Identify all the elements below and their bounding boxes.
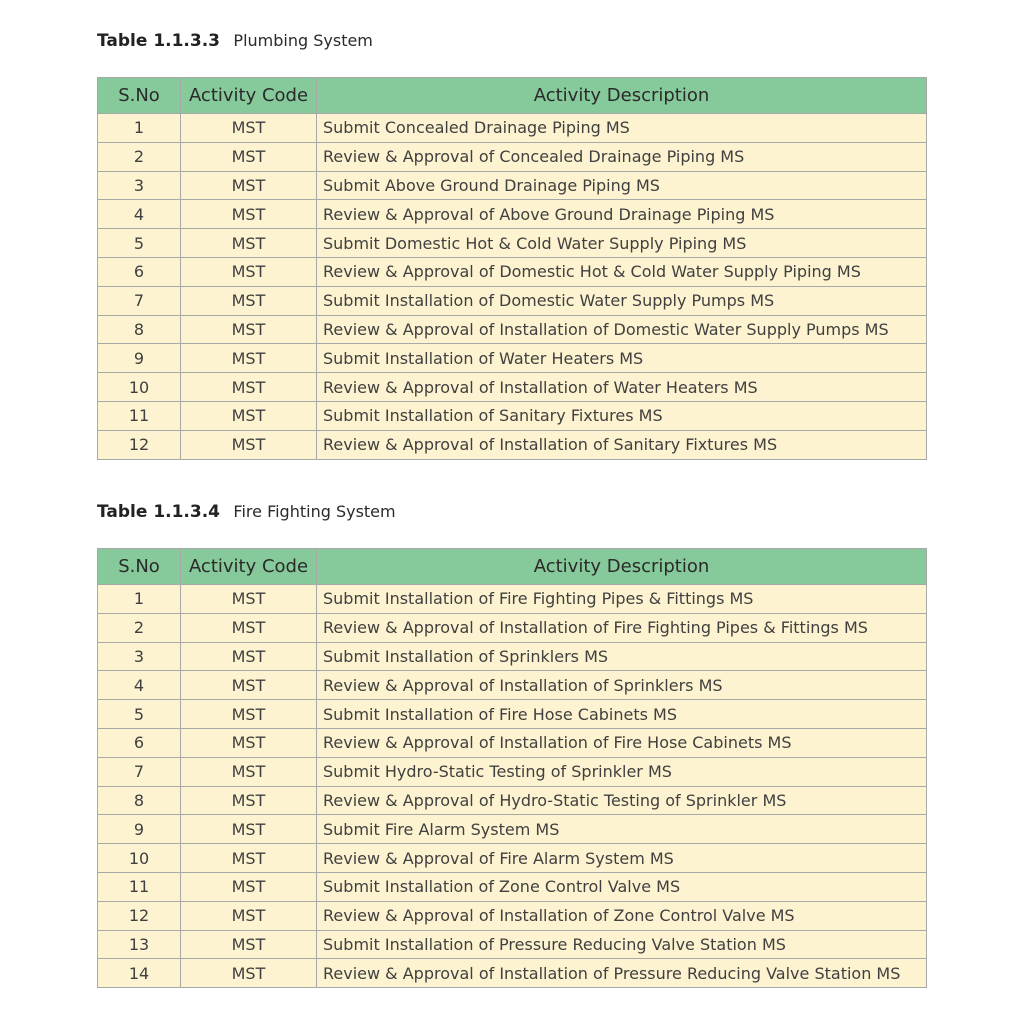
cell-activity-code: MST (181, 114, 317, 143)
cell-activity-code: MST (181, 757, 317, 786)
cell-sno: 14 (98, 959, 181, 988)
cell-sno: 2 (98, 142, 181, 171)
table-row (98, 171, 927, 200)
table-row (98, 401, 927, 430)
cell-activity-description: Submit Installation of Sprinklers MS (317, 642, 927, 671)
cell-activity-code: MST (181, 286, 317, 315)
cell-activity-code: MST (181, 401, 317, 430)
cell-activity-code: MST (181, 959, 317, 988)
table-row (98, 872, 927, 901)
header-activity-code: Activity Code (181, 78, 317, 114)
table-row (98, 373, 927, 402)
cell-activity-code: MST (181, 142, 317, 171)
header-activity-code: Activity Code (181, 549, 317, 585)
table-row (98, 315, 927, 344)
cell-activity-description: Review & Approval of Domestic Hot & Cold Water Supply Piping MS (317, 257, 927, 286)
cell-activity-description: Review & Approval of Fire Alarm System MS (317, 844, 927, 873)
cell-activity-code: MST (181, 901, 317, 930)
table-number: Table 1.1.3.3 (97, 31, 221, 51)
cell-activity-code: MST (181, 642, 317, 671)
cell-activity-description: Review & Approval of Installation of Zone Control Valve MS (317, 901, 927, 930)
cell-activity-description: Submit Domestic Hot & Cold Water Supply Piping MS (317, 229, 927, 258)
cell-activity-code: MST (181, 373, 317, 402)
cell-sno: 10 (98, 844, 181, 873)
table-row (98, 757, 927, 786)
cell-activity-code: MST (181, 200, 317, 229)
cell-activity-code: MST (181, 171, 317, 200)
cell-activity-code: MST (181, 585, 317, 614)
table-number: Table 1.1.3.4 (97, 502, 221, 522)
cell-sno: 11 (98, 401, 181, 430)
cell-activity-description: Review & Approval of Installation of Domestic Water Supply Pumps MS (317, 315, 927, 344)
table-row (98, 585, 927, 614)
cell-activity-code: MST (181, 786, 317, 815)
cell-sno: 8 (98, 315, 181, 344)
cell-sno: 8 (98, 786, 181, 815)
plumbing-system-table (97, 77, 927, 460)
cell-sno: 3 (98, 171, 181, 200)
table-row (98, 229, 927, 258)
cell-activity-description: Submit Installation of Fire Hose Cabinets MS (317, 700, 927, 729)
cell-activity-description: Review & Approval of Hydro-Static Testing of Sprinkler MS (317, 786, 927, 815)
table-caption-plumbing (97, 31, 373, 51)
cell-activity-description: Submit Fire Alarm System MS (317, 815, 927, 844)
cell-sno: 3 (98, 642, 181, 671)
table-row (98, 613, 927, 642)
cell-activity-description: Review & Approval of Installation of Sprinklers MS (317, 671, 927, 700)
cell-sno: 7 (98, 286, 181, 315)
table-row (98, 844, 927, 873)
table-row (98, 786, 927, 815)
table-header-row (98, 78, 927, 114)
cell-sno: 7 (98, 757, 181, 786)
header-sno: S.No (98, 549, 181, 585)
table-row (98, 344, 927, 373)
cell-sno: 9 (98, 344, 181, 373)
cell-sno: 5 (98, 700, 181, 729)
cell-activity-description: Review & Approval of Installation of Fire Fighting Pipes & Fittings MS (317, 613, 927, 642)
table-row (98, 642, 927, 671)
table-row (98, 700, 927, 729)
cell-activity-description: Submit Installation of Water Heaters MS (317, 344, 927, 373)
cell-sno: 4 (98, 671, 181, 700)
table-caption-fire-fighting (97, 502, 396, 522)
table-header-row (98, 549, 927, 585)
cell-activity-description: Submit Installation of Zone Control Valve MS (317, 872, 927, 901)
table-row (98, 257, 927, 286)
table-row (98, 901, 927, 930)
cell-sno: 6 (98, 728, 181, 757)
table-row (98, 200, 927, 229)
cell-sno: 10 (98, 373, 181, 402)
table-row (98, 430, 927, 459)
cell-activity-description: Review & Approval of Installation of Water Heaters MS (317, 373, 927, 402)
cell-activity-code: MST (181, 229, 317, 258)
cell-sno: 9 (98, 815, 181, 844)
table-row (98, 114, 927, 143)
cell-sno: 13 (98, 930, 181, 959)
header-sno: S.No (98, 78, 181, 114)
cell-activity-description: Review & Approval of Concealed Drainage Piping MS (317, 142, 927, 171)
cell-sno: 5 (98, 229, 181, 258)
table-row (98, 815, 927, 844)
table-row (98, 671, 927, 700)
cell-activity-code: MST (181, 430, 317, 459)
cell-activity-description: Submit Installation of Pressure Reducing Valve Station MS (317, 930, 927, 959)
cell-activity-description: Submit Concealed Drainage Piping MS (317, 114, 927, 143)
table-row (98, 930, 927, 959)
table-title: Plumbing System (233, 31, 373, 50)
cell-activity-code: MST (181, 728, 317, 757)
cell-activity-description: Review & Approval of Installation of Pressure Reducing Valve Station MS (317, 959, 927, 988)
cell-activity-code: MST (181, 815, 317, 844)
cell-activity-description: Review & Approval of Installation of Fire Hose Cabinets MS (317, 728, 927, 757)
header-activity-description: Activity Description (317, 549, 927, 585)
cell-activity-code: MST (181, 930, 317, 959)
cell-activity-code: MST (181, 257, 317, 286)
header-activity-description: Activity Description (317, 78, 927, 114)
cell-activity-code: MST (181, 613, 317, 642)
table-row (98, 286, 927, 315)
cell-sno: 4 (98, 200, 181, 229)
cell-activity-code: MST (181, 344, 317, 373)
cell-activity-description: Review & Approval of Above Ground Drainage Piping MS (317, 200, 927, 229)
cell-activity-code: MST (181, 671, 317, 700)
cell-activity-description: Submit Installation of Domestic Water Supply Pumps MS (317, 286, 927, 315)
cell-activity-code: MST (181, 872, 317, 901)
table-row (98, 728, 927, 757)
fire-fighting-system-table (97, 548, 927, 988)
cell-activity-description: Submit Above Ground Drainage Piping MS (317, 171, 927, 200)
cell-activity-description: Submit Installation of Fire Fighting Pipes & Fittings MS (317, 585, 927, 614)
cell-sno: 6 (98, 257, 181, 286)
table-title: Fire Fighting System (233, 502, 396, 521)
cell-sno: 11 (98, 872, 181, 901)
cell-activity-code: MST (181, 315, 317, 344)
cell-activity-code: MST (181, 700, 317, 729)
cell-activity-description: Submit Hydro-Static Testing of Sprinkler MS (317, 757, 927, 786)
table-row (98, 959, 927, 988)
table-row (98, 142, 927, 171)
cell-sno: 2 (98, 613, 181, 642)
cell-activity-code: MST (181, 844, 317, 873)
cell-sno: 1 (98, 585, 181, 614)
cell-activity-description: Review & Approval of Installation of Sanitary Fixtures MS (317, 430, 927, 459)
cell-sno: 1 (98, 114, 181, 143)
cell-activity-description: Submit Installation of Sanitary Fixtures MS (317, 401, 927, 430)
cell-sno: 12 (98, 430, 181, 459)
cell-sno: 12 (98, 901, 181, 930)
